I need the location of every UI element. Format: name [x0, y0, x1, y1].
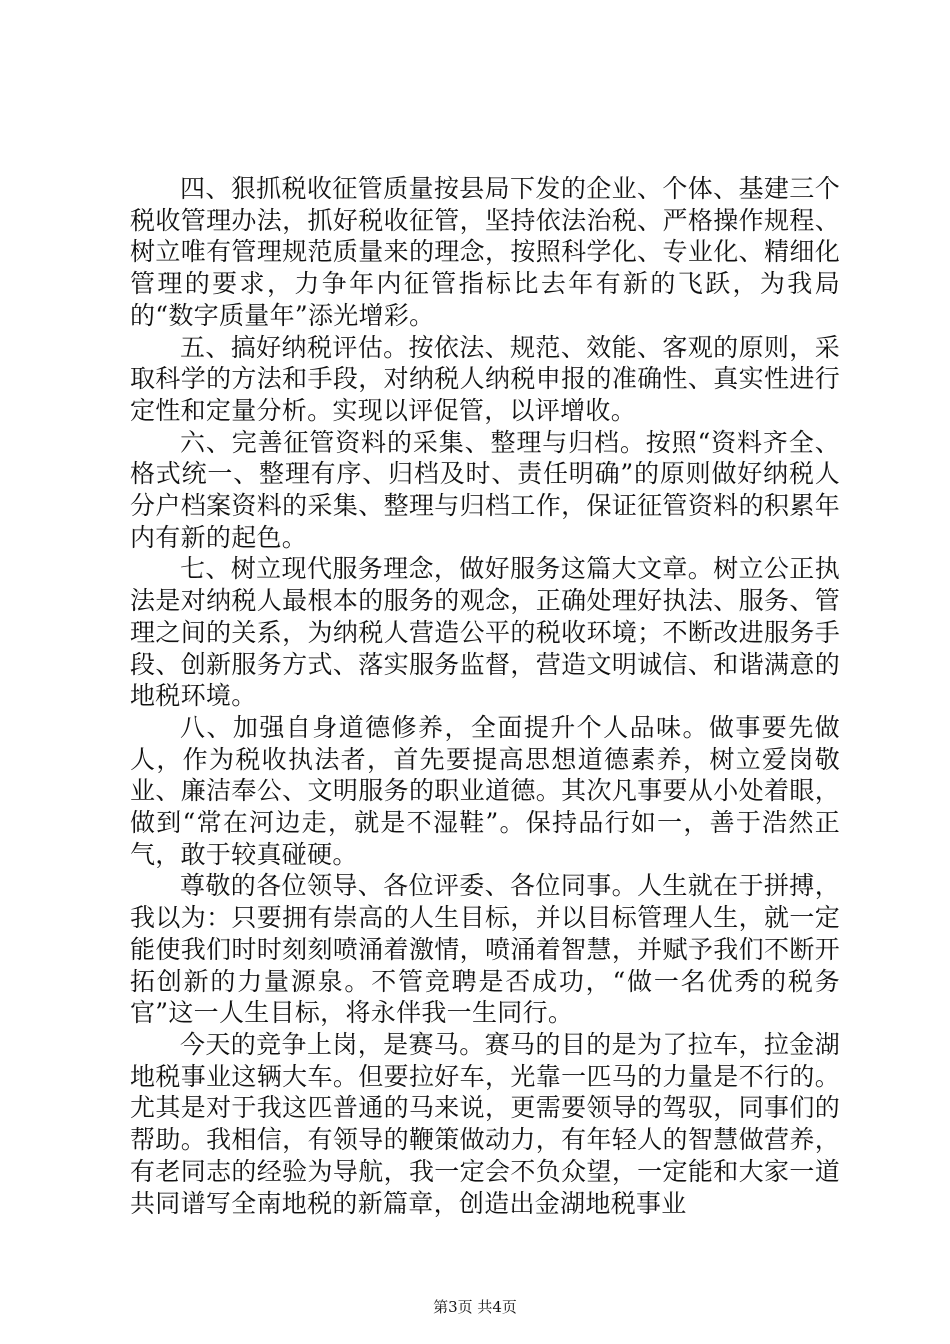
- paragraph-4: 四、狠抓税收征管质量按县局下发的企业、个体、基建三个税收管理办法，抓好税收征管，坚持依法治税、严格操作规程、树立唯有管理规范质量来的理念，按照科学化、专业化、精细化管理的要求，力争年内征管指标比去年有新的飞跃，为我局的“数字质量年”添光增彩。: [130, 174, 840, 330]
- document-body: [130, 173, 840, 1219]
- paragraph-8: 八、加强自身道德修养，全面提升个人品味。做事要先做人，作为税收执法者，首先要提高思想道德素养，树立爱岗敬业、廉洁奉公、文明服务的职业道德。其次凡事要从小处着眼，做到“常在河边走，就是不湿鞋”。保持品行如一，善于浩然正气，敢于较真碰硬。: [130, 712, 840, 869]
- paragraph-closing: 今天的竞争上岗，是赛马。赛马的目的是为了拉车，拉金湖地税事业这辆大车。但要拉好车，光靠一匹马的力量是不行的。尤其是对于我这匹普通的马来说，更需要领导的驾驭，同事们的帮助。我相信，有领导的鞭策做动力，有年轻人的智慧做营养，有老同志的经验为导航，我一定会不负众望，一定能和大家一道共同谱写全南地税的新篇章，创造出金湖地税事业: [130, 1029, 840, 1218]
- page-footer: 第3页 共4页: [433, 1298, 517, 1316]
- paragraph-address: 尊敬的各位领导、各位评委、各位同事。人生就在于拼搏，我以为：只要拥有崇高的人生目标，并以目标管理人生，就一定能使我们时时刻刻喷涌着激情，喷涌着智慧，并赋予我们不断开拓创新的力量源泉。不管竞聘是否成功，“做一名优秀的税务官”这一人生目标，将永伴我一生同行。: [130, 871, 840, 1028]
- paragraph-6: 六、完善征管资料的采集、整理与归档。按照“资料齐全、格式统一、整理有序、归档及时、责任明确”的原则做好纳税人分户档案资料的采集、整理与归档工作，保证征管资料的积累年内有新的起色。: [130, 427, 840, 552]
- paragraph-5: 五、搞好纳税评估。按依法、规范、效能、客观的原则，采取科学的方法和手段，对纳税人纳税申报的准确性、真实性进行定性和定量分析。实现以评促管，以评增收。: [130, 332, 840, 425]
- paragraph-7: 七、树立现代服务理念，做好服务这篇大文章。树立公正执法是对纳税人最根本的服务的观念，正确处理好执法、服务、管理之间的关系，为纳税人营造公平的税收环境；不断改进服务手段、创新服务方式、落实服务监督，营造文明诚信、和谐满意的地税环境。: [130, 554, 840, 711]
